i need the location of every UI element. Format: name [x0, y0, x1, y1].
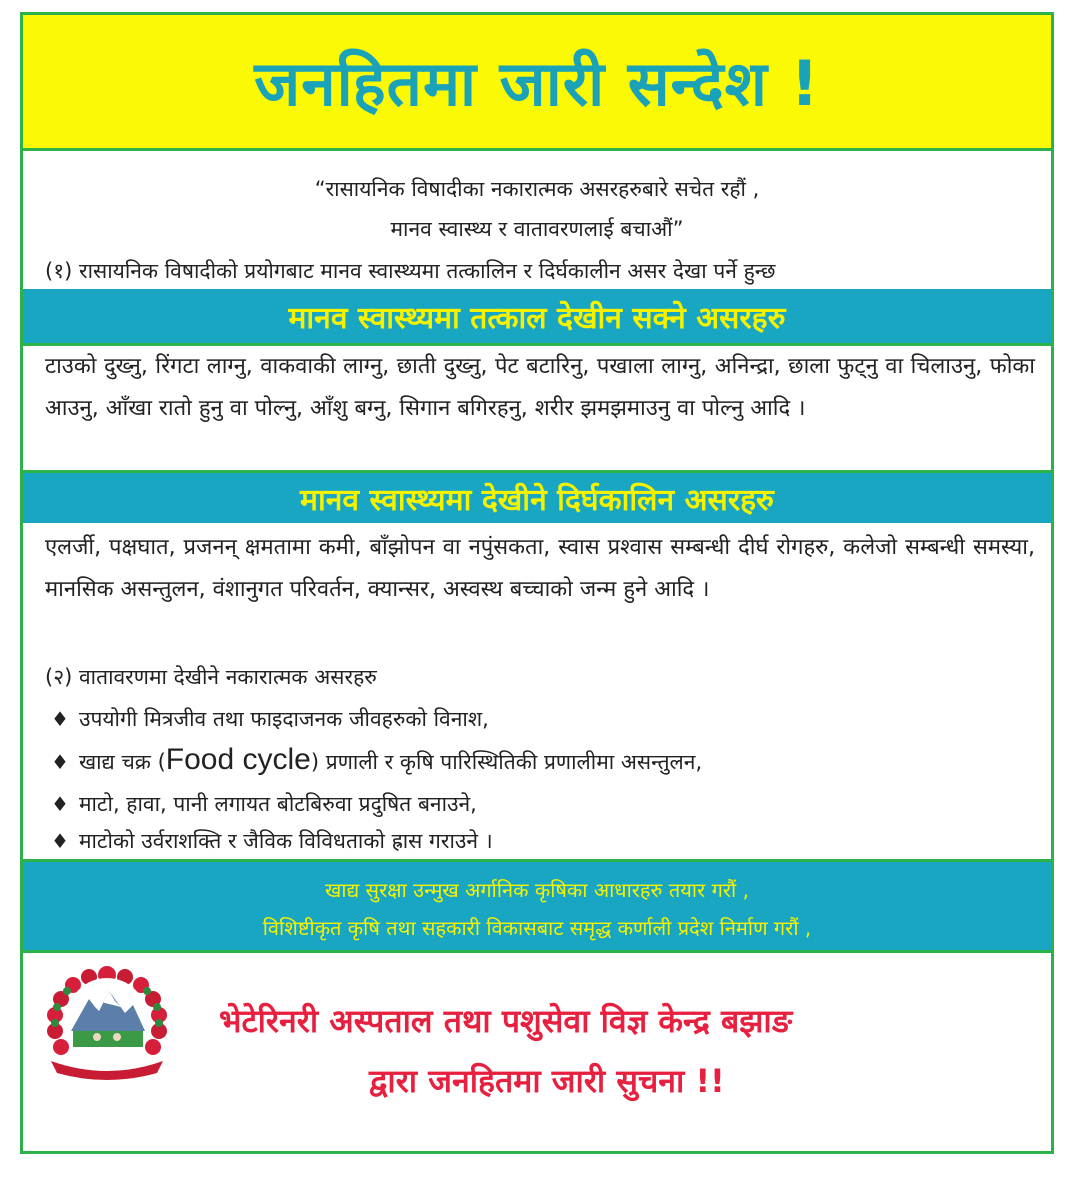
notice-title: जनहितमा जारी सन्देश ! — [254, 46, 820, 120]
quote-line-1: “रासायनिक विषादीका नकारात्मक असरहरुबारे सचेत रहौं , — [314, 177, 760, 201]
footer-line-1: भेटेरिनरी अस्पताल तथा पशुसेवा विज्ञ केन्द्र बझाङ — [219, 1002, 793, 1040]
diamond-bullet-icon: ♦ — [51, 750, 69, 774]
diamond-bullet-icon: ♦ — [51, 792, 69, 816]
immediate-effects-text: टाउको दुख्नु, रिंगटा लाग्नु, वाकवाकी लाग्नु, छाती दुख्नु, पेट बटारिनु, पखाला लाग्नु, अनिन्द्रा, छाला फुट्नु वा चिलाउनु, फोका आउनु, आँखा रातो हुनु वा पोल्नु, आँशु बग्नु, सिगान बगिरहनु, शरीर झमझमाउनु वा पोल्नु आदि । — [45, 354, 1035, 421]
slogan-band — [23, 859, 1051, 953]
notice-frame — [20, 12, 1054, 1154]
food-bullet-before: खाद्य चक्र ( — [78, 750, 166, 774]
diamond-bullet-icon: ♦ — [51, 829, 69, 853]
immediate-effects-box — [23, 343, 1051, 473]
immediate-effects-heading: मानव स्वास्थ्यमा तत्काल देखीन सक्ने असरहरु — [288, 300, 786, 336]
food-bullet-after: ) प्रणाली र कृषि पारिस्थितिकी प्रणालीमा असन्तुलन, — [310, 750, 703, 774]
point-2-heading: (२) वातावरणमा देखीने नकारात्मक असरहरु — [45, 665, 377, 689]
nepal-emblem-icon — [37, 963, 177, 1083]
bullet-item — [51, 705, 489, 733]
bullet-text: माटोको उर्वराशक्ति र जैविक विविधताको ह्रास गराउने । — [78, 829, 493, 853]
bullet-item-food-cycle — [51, 743, 702, 777]
slogan-line-2: विशिष्टीकृत कृषि तथा सहकारी विकासबाट समृद्ध कर्णाली प्रदेश निर्माण गरौं , — [262, 916, 812, 940]
longterm-effects-heading-band — [23, 473, 1051, 523]
longterm-effects-heading: मानव स्वास्थ्यमा देखीने दिर्घकालिन असरहरु — [300, 482, 774, 518]
hills-shape — [73, 1031, 143, 1047]
bullet-text: माटो, हावा, पानी लगायत बोटबिरुवा प्रदुषित बनाउने, — [78, 792, 477, 816]
bullet-item — [51, 827, 493, 855]
quote-line-2: मानव स्वास्थ्य र वातावरणलाई बचाऔं” — [390, 217, 684, 241]
slogan-line-1: खाद्य सुरक्षा उन्मुख अर्गानिक कृषिका आधारहरु तयार गरौं , — [325, 878, 749, 902]
point-1-text: (१) रासायनिक विषादीको प्रयोगबाट मानव स्वास्थ्यमा तत्कालिन र दिर्घकालीन असर देखा पर्ने हुन्छ — [45, 259, 776, 283]
longterm-effects-text: एलर्जी, पक्षघात, प्रजनन् क्षमतामा कमी, बाँझोपन वा नपुंसकता, स्वास प्रश्वास सम्बन्धी दीर्घ रोगहरु, कलेजो सम्बन्धी समस्या, मानसिक असन्तुलन, वंशानुगत परिवर्तन, क्यान्सर, अस्वस्थ बच्चाको जन्म हुने आदि । — [45, 535, 1035, 602]
bullet-text: उपयोगी मित्रजीव तथा फाइदाजनक जीवहरुको विनाश, — [78, 707, 489, 731]
title-band — [23, 15, 1051, 151]
diamond-bullet-icon: ♦ — [51, 707, 69, 731]
food-cycle-term: Food cycle — [165, 743, 311, 776]
ribbon-shape — [51, 1061, 163, 1080]
bullet-item — [51, 790, 477, 818]
immediate-effects-heading-band — [23, 289, 1051, 343]
footer-line-2: द्वारा जनहितमा जारी सुचना !! — [369, 1062, 725, 1100]
